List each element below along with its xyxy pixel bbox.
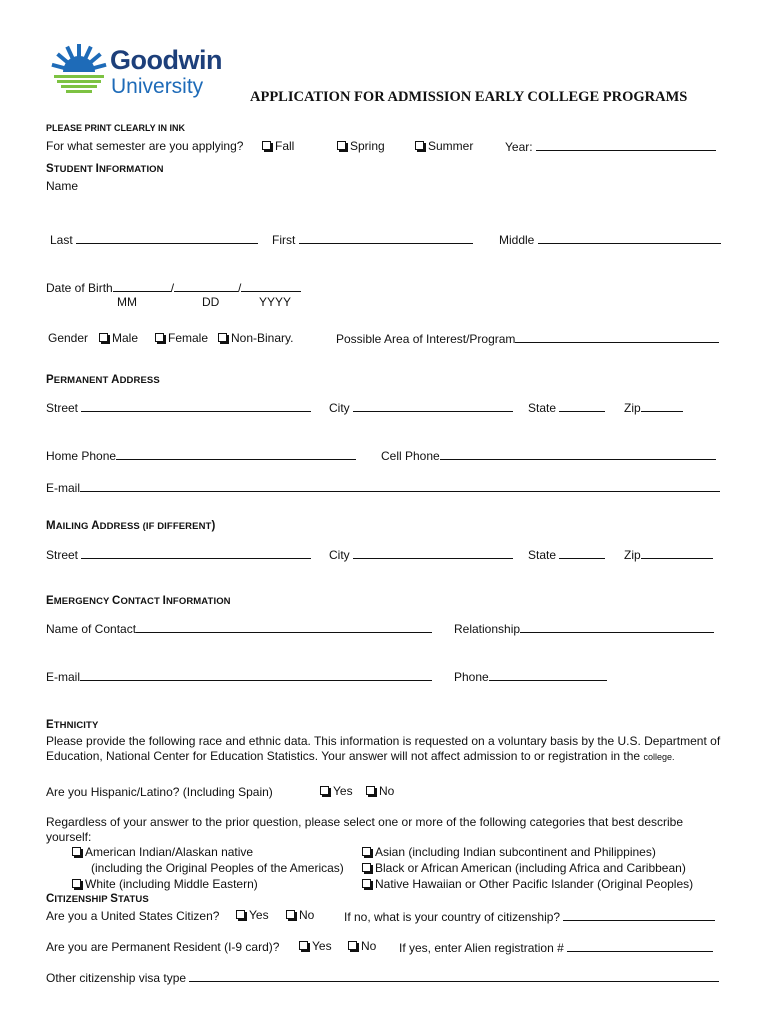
semester-question: For what semester are you applying?	[46, 139, 244, 153]
logo-university-text: University	[111, 75, 204, 98]
semester-summer[interactable]: Summer	[415, 139, 473, 153]
checkbox-icon[interactable]	[362, 847, 371, 856]
cat-american-indian-note: (including the Original Peoples of the Americas)	[91, 861, 344, 875]
hispanic-yes[interactable]: Yes	[320, 784, 353, 798]
checkbox-icon[interactable]	[155, 333, 164, 342]
contact-email-field[interactable]: E-mail	[46, 669, 432, 684]
checkbox-icon[interactable]	[415, 141, 424, 150]
dob-yyyy-label: YYYY	[259, 295, 292, 309]
gender-male[interactable]: Male	[99, 331, 138, 345]
cat-black[interactable]: Black or African American (including Africa and Caribbean)	[362, 861, 686, 875]
checkbox-icon[interactable]	[72, 879, 81, 888]
permanent-address-heading: PERMANENT ADDRESS	[46, 374, 160, 386]
gender-nonbinary[interactable]: Non-Binary.	[218, 331, 293, 345]
us-citizen-question: Are you a United States Citizen?	[46, 909, 220, 923]
hispanic-no[interactable]: No	[366, 784, 394, 798]
cat-american-indian[interactable]: American Indian/Alaskan native	[72, 845, 253, 859]
ethnicity-heading: ETHNICITY	[46, 719, 99, 731]
checkbox-icon[interactable]	[366, 786, 375, 795]
perm-resident-question: Are you are Permanent Resident (I-9 card)?	[46, 940, 280, 954]
us-citizen-no[interactable]: No	[286, 908, 314, 922]
perm-city-field[interactable]: City	[329, 400, 513, 415]
mail-zip-field[interactable]: Zip	[624, 547, 713, 562]
other-visa-field[interactable]: Other citizenship visa type	[46, 970, 719, 985]
country-field[interactable]: If no, what is your country of citizenship?	[344, 909, 715, 924]
alien-reg-field[interactable]: If yes, enter Alien registration #	[399, 940, 713, 955]
name-label: Name	[46, 179, 79, 193]
mailing-address-heading: MAILING ADDRESS (IF DIFFERENT)	[46, 520, 216, 532]
relationship-field[interactable]: Relationship	[454, 621, 714, 636]
us-citizen-yes[interactable]: Yes	[236, 908, 269, 922]
middle-name-field[interactable]: Middle	[499, 232, 721, 247]
semester-spring[interactable]: Spring	[337, 139, 385, 153]
gender-label: Gender	[48, 331, 89, 345]
cat-white[interactable]: White (including Middle Eastern)	[72, 877, 258, 891]
checkbox-icon[interactable]	[218, 333, 227, 342]
mail-city-field[interactable]: City	[329, 547, 513, 562]
regardless-text: Regardless of your answer to the prior question, please select one or more of the following categories that best describe yourself:	[46, 815, 684, 844]
checkbox-icon[interactable]	[320, 786, 329, 795]
cat-hawaiian[interactable]: Native Hawaiian or Other Pacific Islander (Original Peoples)	[362, 877, 693, 891]
semester-fall[interactable]: Fall	[262, 139, 294, 153]
cat-asian[interactable]: Asian (including Indian subcontinent and Philippines)	[362, 845, 656, 859]
hispanic-question: Are you Hispanic/Latino? (Including Spain)	[46, 785, 273, 799]
year-field[interactable]: Year:	[505, 139, 716, 154]
first-name-field[interactable]: First	[272, 232, 473, 247]
mail-state-field[interactable]: State	[528, 547, 605, 562]
contact-name-field[interactable]: Name of Contact	[46, 621, 432, 636]
home-phone-field[interactable]: Home Phone	[46, 448, 356, 463]
checkbox-icon[interactable]	[348, 941, 357, 950]
page-title: APPLICATION FOR ADMISSION EARLY COLLEGE PROGRAMS	[250, 89, 688, 105]
gender-female[interactable]: Female	[155, 331, 208, 345]
checkbox-icon[interactable]	[299, 941, 308, 950]
dob-field[interactable]: Date of Birth / /	[46, 280, 301, 295]
student-info-heading: STUDENT INFORMATION	[46, 163, 164, 175]
perm-email-field[interactable]: E-mail	[46, 480, 720, 495]
last-name-field[interactable]: Last	[50, 232, 258, 247]
checkbox-icon[interactable]	[262, 141, 271, 150]
contact-phone-field[interactable]: Phone	[454, 669, 607, 684]
citizenship-heading: CITIZENSHIP STATUS	[46, 893, 149, 905]
checkbox-icon[interactable]	[236, 910, 245, 919]
sunburst-icon	[50, 42, 108, 100]
perm-state-field[interactable]: State	[528, 400, 605, 415]
cell-phone-field[interactable]: Cell Phone	[381, 448, 716, 463]
ethnicity-paragraph: Please provide the following race and ethnic data. This information is requested on a voluntary basis by the U.S. Department of Education, National Center for Education Statistics. Your answer will not affect admission to or registration in the college.	[46, 734, 721, 763]
checkbox-icon[interactable]	[362, 879, 371, 888]
checkbox-icon[interactable]	[99, 333, 108, 342]
checkbox-icon[interactable]	[337, 141, 346, 150]
logo-goodwin-text: Goodwin	[110, 45, 222, 75]
dob-mm-label: MM	[117, 295, 137, 309]
print-notice: PLEASE PRINT CLEARLY IN INK	[46, 123, 186, 133]
perm-street-field[interactable]: Street	[46, 400, 311, 415]
mail-street-field[interactable]: Street	[46, 547, 311, 562]
dob-dd-label: DD	[202, 295, 220, 309]
perm-resident-no[interactable]: No	[348, 939, 376, 953]
perm-resident-yes[interactable]: Yes	[299, 939, 332, 953]
checkbox-icon[interactable]	[362, 863, 371, 872]
checkbox-icon[interactable]	[72, 847, 81, 856]
goodwin-logo	[50, 42, 245, 104]
checkbox-icon[interactable]	[286, 910, 295, 919]
perm-zip-field[interactable]: Zip	[624, 400, 683, 415]
emergency-contact-heading: EMERGENCY CONTACT INFORMATION	[46, 595, 231, 607]
interest-field[interactable]: Possible Area of Interest/Program	[336, 331, 719, 346]
